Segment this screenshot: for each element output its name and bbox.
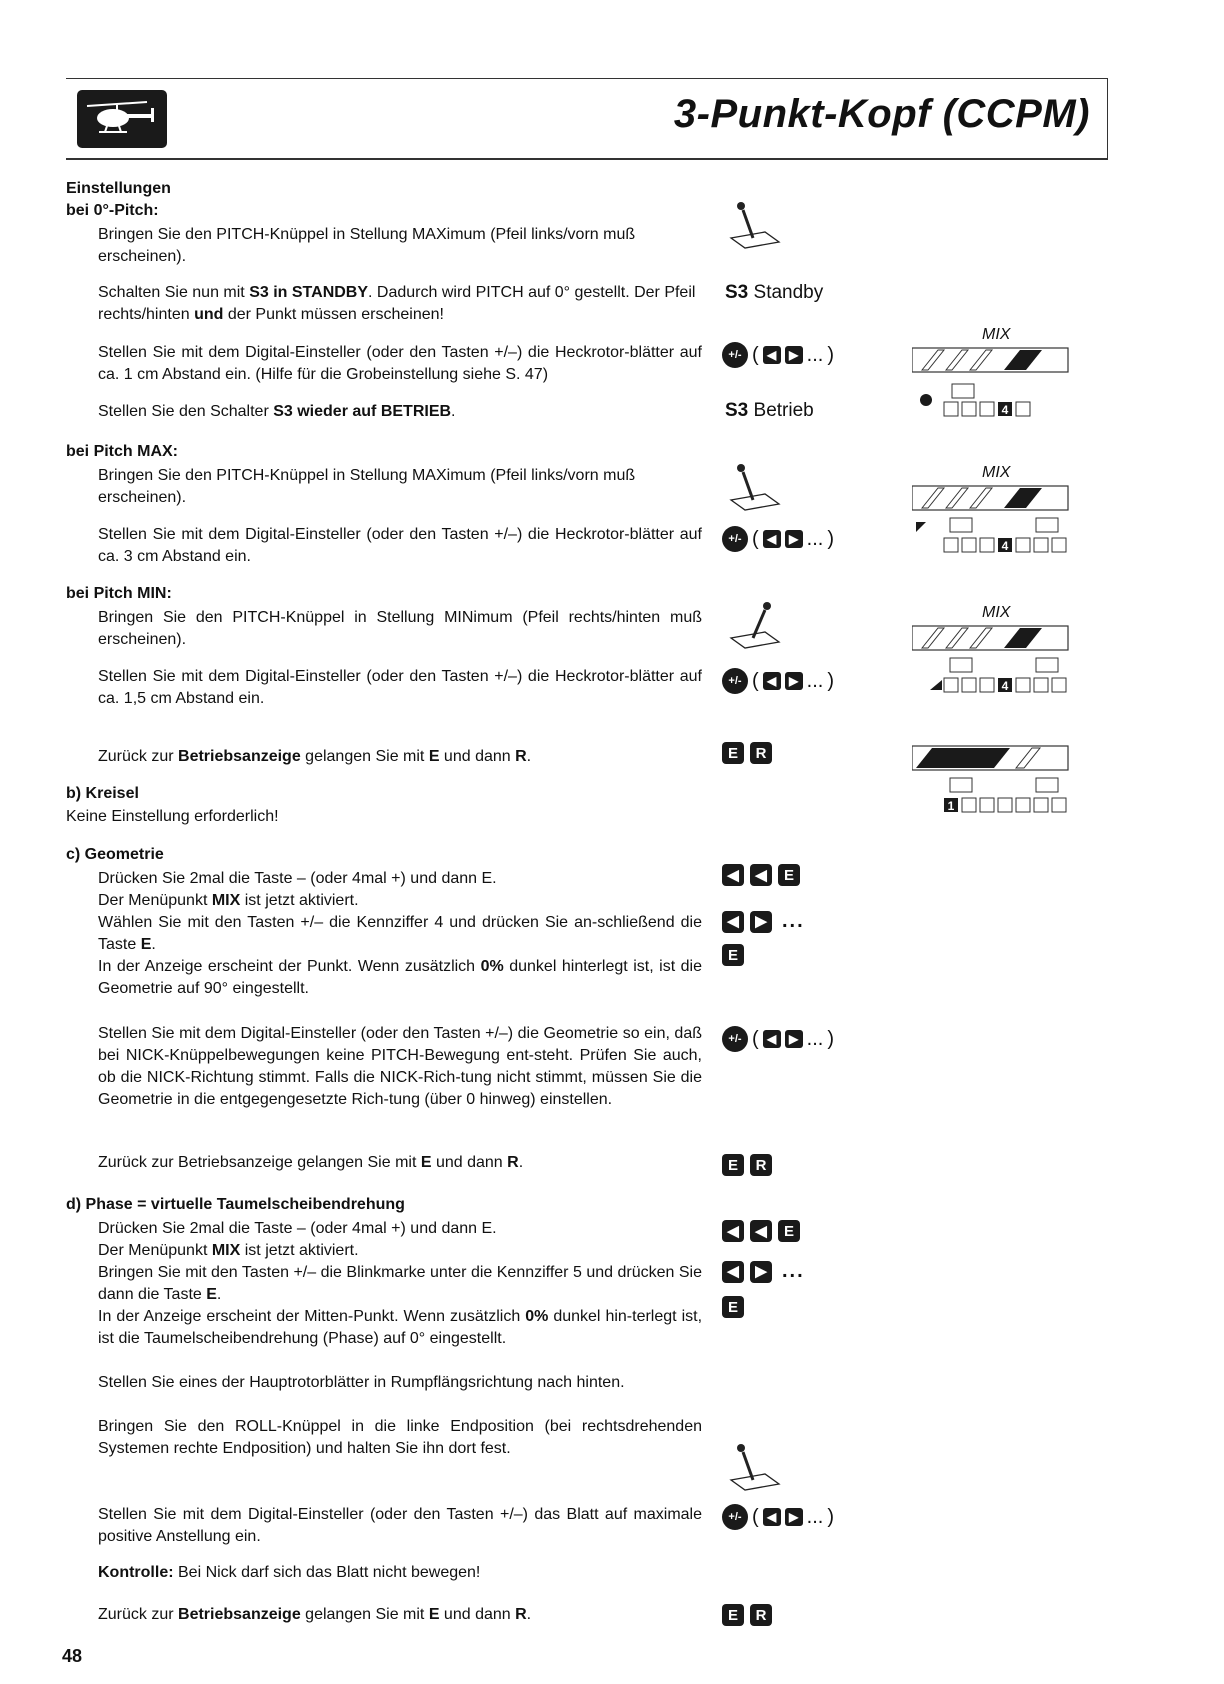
digital-knob-icon[interactable]: +/- bbox=[722, 1504, 748, 1530]
kreisel-heading: b) Kreisel bbox=[66, 785, 139, 802]
e-key[interactable]: E bbox=[722, 742, 744, 764]
lcd-mix-label: MIX bbox=[982, 604, 1011, 621]
e-key[interactable]: E bbox=[722, 1154, 744, 1176]
plus-key[interactable]: ▶ bbox=[785, 530, 803, 548]
settings-back-text: Zurück zur Betriebsanzeige gelangen Sie mit E und dann R. bbox=[98, 748, 532, 765]
digital-adjust-seq-1 bbox=[722, 342, 834, 368]
lcd-digit: 4 bbox=[1001, 403, 1009, 417]
minus-key[interactable]: ◀ bbox=[763, 346, 781, 364]
phase-back-text: Zurück zur Betriebsanzeige gelangen Sie mit E und dann R. bbox=[98, 1606, 532, 1623]
phase-l1: Drücken Sie 2mal die Taste – (oder 4mal +) und dann E. bbox=[98, 1220, 497, 1237]
paren-open: ( bbox=[752, 343, 759, 366]
digital-knob-icon[interactable]: +/- bbox=[722, 342, 748, 368]
lcd-display-4 bbox=[912, 740, 1080, 832]
paren-close: ) bbox=[827, 669, 835, 692]
lcd-mix-label: MIX bbox=[982, 326, 1011, 343]
minus-key[interactable]: ◀ bbox=[763, 672, 781, 690]
paren-open: ( bbox=[752, 1505, 759, 1528]
digital-adjust-seq-3 bbox=[722, 668, 834, 694]
zero-pitch-p2: Schalten Sie nun mit S3 in STANDBY. Dadurch wird PITCH auf 0° gestellt. Der Pfeil rechts/hinten und der Punkt müssen erscheinen! bbox=[98, 284, 696, 323]
geometrie-keys-3 bbox=[722, 944, 744, 966]
phase-keys-1 bbox=[722, 1220, 800, 1242]
minus-key[interactable]: ◀ bbox=[763, 1030, 781, 1048]
paren-open: ( bbox=[752, 527, 759, 550]
paren-open: ( bbox=[752, 1027, 759, 1050]
dots: ... bbox=[782, 1260, 805, 1282]
plus-key[interactable]: ▶ bbox=[785, 346, 803, 364]
geometrie-l4: In der Anzeige erscheint der Punkt. Wenn zusätzlich 0% dunkel hinterlegt ist, ist die Geometrie auf 90° eingestellt. bbox=[98, 958, 702, 997]
er-keys-3 bbox=[722, 1604, 772, 1626]
page-title: 3-Punkt-Kopf (CCPM) bbox=[673, 92, 1090, 136]
r-key[interactable]: R bbox=[750, 742, 772, 764]
r-key[interactable]: R bbox=[750, 1604, 772, 1626]
dots: ... bbox=[782, 910, 805, 932]
phase-l2: Der Menüpunkt MIX ist jetzt aktiviert. bbox=[98, 1242, 359, 1259]
phase-p3: Bringen Sie den ROLL-Knüppel in die linke Endposition (bei rechtsdrehenden Systemen rechte Endposition) und halten Sie ihn dort fest. bbox=[98, 1418, 702, 1457]
minus-key[interactable]: ◀ bbox=[722, 1261, 744, 1283]
s3-betrieb-label: S3 Betrieb bbox=[725, 400, 814, 421]
paren-close: ) bbox=[827, 343, 835, 366]
header-top-rule bbox=[66, 78, 1108, 79]
phase-l3: Bringen Sie mit den Tasten +/– die Blinkmarke unter die Kennziffer 5 und drücken Sie dann die Taste E. bbox=[98, 1264, 702, 1303]
lcd-display-1 bbox=[912, 328, 1080, 420]
helicopter-icon bbox=[77, 90, 167, 148]
geometrie-back-text: Zurück zur Betriebsanzeige gelangen Sie mit E und dann R. bbox=[98, 1154, 524, 1171]
geometrie-l1: Drücken Sie 2mal die Taste – (oder 4mal +) und dann E. bbox=[98, 870, 497, 887]
digital-adjust-seq-4 bbox=[722, 1026, 834, 1052]
lcd-display-2 bbox=[912, 466, 1080, 558]
phase-keys-3 bbox=[722, 1296, 744, 1318]
lcd-digit: 4 bbox=[1001, 539, 1009, 553]
plus-key[interactable]: ▶ bbox=[750, 1261, 772, 1283]
s3-standby-label: S3 Standby bbox=[725, 282, 824, 303]
plus-key[interactable]: ▶ bbox=[750, 911, 772, 933]
er-keys-1 bbox=[722, 742, 772, 764]
paren-close: ) bbox=[827, 527, 835, 550]
settings-heading: Einstellungen bbox=[66, 180, 171, 197]
minus-key[interactable]: ◀ bbox=[722, 911, 744, 933]
pitch-min-heading: bei Pitch MIN: bbox=[66, 585, 172, 602]
minus-key[interactable]: ◀ bbox=[763, 1508, 781, 1526]
e-key[interactable]: E bbox=[778, 864, 800, 886]
kreisel-text: Keine Einstellung erforderlich! bbox=[66, 808, 279, 825]
geometrie-l2: Der Menüpunkt MIX ist jetzt aktiviert. bbox=[98, 892, 359, 909]
minus-key[interactable]: ◀ bbox=[763, 530, 781, 548]
stick-min-icon bbox=[725, 600, 785, 650]
e-key[interactable]: E bbox=[722, 944, 744, 966]
zero-pitch-p1: Bringen Sie den PITCH-Knüppel in Stellung MAXimum (Pfeil links/vorn muß erscheinen). bbox=[98, 226, 636, 265]
pitch-max-heading: bei Pitch MAX: bbox=[66, 443, 179, 460]
digital-adjust-seq-5 bbox=[722, 1504, 834, 1530]
digital-knob-icon[interactable]: +/- bbox=[722, 526, 748, 552]
lcd-digit: 4 bbox=[1001, 679, 1009, 693]
minus-key[interactable]: ◀ bbox=[750, 864, 772, 886]
pitch-min-p1: Bringen Sie den PITCH-Knüppel in Stellung MINimum (Pfeil rechts/hinten muß erscheinen). bbox=[98, 609, 702, 648]
plus-key[interactable]: ▶ bbox=[785, 672, 803, 690]
geometrie-keys-1 bbox=[722, 864, 800, 886]
r-key[interactable]: R bbox=[750, 1154, 772, 1176]
zero-pitch-p3: Stellen Sie mit dem Digital-Einsteller (oder den Tasten +/–) die Heckrotor-blätter auf ca. 1 cm Abstand ein. (Hilfe für die Grobeinstellung siehe S. 47) bbox=[98, 344, 702, 383]
lcd-display-3 bbox=[912, 606, 1080, 698]
phase-p4: Stellen Sie mit dem Digital-Einsteller (oder den Tasten +/–) das Blatt auf maximale positive Anstellung ein. bbox=[98, 1506, 702, 1545]
geometrie-keys-2 bbox=[722, 910, 805, 933]
er-keys-2 bbox=[722, 1154, 772, 1176]
geometrie-l3: Wählen Sie mit den Tasten +/– die Kennziffer 4 und drücken Sie an-schließend die Taste E. bbox=[98, 914, 702, 953]
phase-heading: d) Phase = virtuelle Taumelscheibendrehung bbox=[66, 1196, 405, 1213]
phase-p5: Kontrolle: Bei Nick darf sich das Blatt nicht bewegen! bbox=[98, 1564, 481, 1581]
e-key[interactable]: E bbox=[722, 1296, 744, 1318]
header-bottom-rule bbox=[66, 158, 1108, 160]
stick-roll-icon bbox=[725, 1442, 785, 1492]
phase-p2: Stellen Sie eines der Hauptrotorblätter in Rumpflängsrichtung nach hinten. bbox=[98, 1374, 625, 1391]
minus-key[interactable]: ◀ bbox=[722, 864, 744, 886]
lcd-digit: 1 bbox=[947, 799, 955, 813]
stick-max-icon-2 bbox=[725, 462, 785, 512]
lcd-mix-label: MIX bbox=[982, 464, 1011, 481]
paren-close: ) bbox=[827, 1505, 835, 1528]
dots: ... bbox=[806, 1027, 824, 1050]
e-key[interactable]: E bbox=[778, 1220, 800, 1242]
header-side-rule bbox=[1107, 78, 1108, 160]
paren-open: ( bbox=[752, 669, 759, 692]
zero-pitch-p4: Stellen Sie den Schalter S3 wieder auf BETRIEB. bbox=[98, 403, 456, 420]
phase-l4: In der Anzeige erscheint der Mitten-Punkt. Wenn zusätzlich 0% dunkel hin-terlegt ist, ist die Taumelscheibendrehung (Phase) auf 0° eingestellt. bbox=[98, 1308, 703, 1347]
pitch-max-p2: Stellen Sie mit dem Digital-Einsteller (oder den Tasten +/–) die Heckrotor-blätter auf ca. 3 cm Abstand ein. bbox=[98, 526, 702, 565]
plus-key[interactable]: ▶ bbox=[785, 1030, 803, 1048]
digital-knob-icon[interactable]: +/- bbox=[722, 1026, 748, 1052]
digital-adjust-seq-2 bbox=[722, 526, 834, 552]
zero-pitch-heading: bei 0°-Pitch: bbox=[66, 202, 159, 219]
dots: ... bbox=[806, 343, 824, 366]
pitch-max-p1: Bringen Sie den PITCH-Knüppel in Stellung MAXimum (Pfeil links/vorn muß erscheinen). bbox=[98, 467, 636, 506]
geometrie-heading: c) Geometrie bbox=[66, 846, 164, 863]
minus-key[interactable]: ◀ bbox=[722, 1220, 744, 1242]
minus-key[interactable]: ◀ bbox=[750, 1220, 772, 1242]
page-number: 48 bbox=[62, 1646, 83, 1666]
plus-key[interactable]: ▶ bbox=[785, 1508, 803, 1526]
phase-keys-2 bbox=[722, 1260, 805, 1283]
e-key[interactable]: E bbox=[722, 1604, 744, 1626]
dots: ... bbox=[806, 527, 824, 550]
paren-close: ) bbox=[827, 1027, 835, 1050]
geometrie-p2: Stellen Sie mit dem Digital-Einsteller (oder den Tasten +/–) die Geometrie so ein, daß bei NICK-Knüppelbewegungen keine PITCH-Bewegung ent-steht. Prüfen Sie auch, ob die NICK-Richtung stimmt. Falls die NICK-Rich-tung nicht stimmt, müssen Sie die Geometrie in die entgegengesetzte Rich-tung (über 0 hinweg) einstellen. bbox=[98, 1025, 702, 1108]
digital-knob-icon[interactable]: +/- bbox=[722, 668, 748, 694]
stick-max-icon bbox=[725, 200, 785, 250]
dots: ... bbox=[806, 669, 824, 692]
dots: ... bbox=[806, 1505, 824, 1528]
pitch-min-p2: Stellen Sie mit dem Digital-Einsteller (oder den Tasten +/–) die Heckrotor-blätter auf ca. 1,5 cm Abstand ein. bbox=[98, 668, 702, 707]
